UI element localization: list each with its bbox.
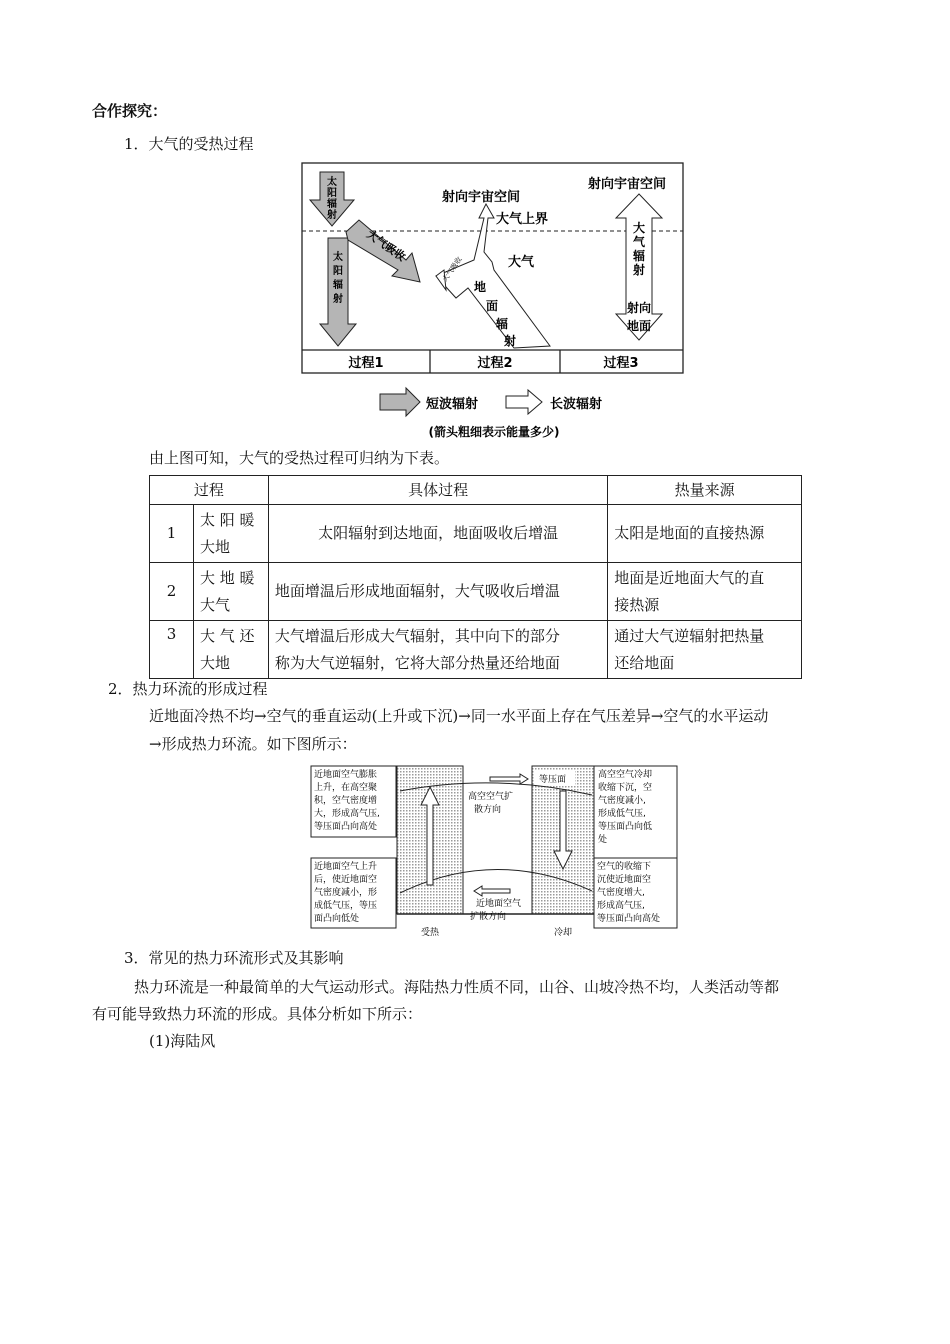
svg-text:辐: 辐 — [333, 280, 343, 291]
thermal-circulation-figure — [310, 765, 680, 940]
svg-text:近地面空气: 近地面空气 — [476, 899, 522, 909]
svg-text:辐: 辐 — [327, 199, 337, 210]
row-detail: 地面增温后形成地面辐射，大气吸收后增温 — [268, 563, 607, 621]
svg-text:等压面凸向高处: 等压面凸向高处 — [597, 914, 661, 924]
svg-text:近地面空气上升: 近地面空气上升 — [314, 862, 378, 872]
svg-text:射: 射 — [503, 334, 517, 348]
svg-text:积，空气密度增: 积，空气密度增 — [314, 796, 378, 806]
section-3-paragraph-line2: 有可能导致热力环流的形成。具体分析如下所示： — [92, 1005, 423, 1023]
svg-text:面: 面 — [485, 299, 499, 313]
legend-short-wave-label: 短波辐射 — [426, 397, 479, 412]
upper-boundary-label: 大气上界 — [496, 212, 549, 227]
svg-text:辐: 辐 — [495, 317, 509, 331]
svg-text:收缩下沉，空: 收缩下沉，空 — [598, 783, 653, 793]
svg-text:处: 处 — [598, 835, 608, 845]
svg-text:大，形成高气压,: 大，形成高气压, — [314, 809, 380, 819]
svg-text:沉使近地面空: 沉使近地面空 — [597, 875, 652, 885]
svg-text:面凸向低处: 面凸向低处 — [314, 914, 360, 924]
stage-2-label: 过程2 — [477, 356, 513, 371]
table-row — [150, 621, 802, 679]
stage-3-label: 过程3 — [603, 356, 639, 371]
svg-text:气密度增大,: 气密度增大, — [597, 888, 645, 898]
row-name: 大 气 还 大地 — [193, 621, 268, 679]
svg-text:射: 射 — [327, 210, 337, 221]
svg-text:形成高气压,: 形成高气压, — [597, 901, 645, 911]
row-name: 大 地 暖 大气 — [193, 563, 268, 621]
header-source: 热量来源 — [608, 476, 802, 505]
svg-text:成低气压，等压: 成低气压，等压 — [314, 901, 378, 911]
row-source: 太阳是地面的直接热源 — [608, 505, 802, 563]
svg-text:地面: 地面 — [626, 319, 652, 333]
heated-label: 受热 — [420, 928, 440, 938]
lower-flow-label — [470, 897, 521, 922]
svg-text:散方向: 散方向 — [474, 805, 502, 815]
section-3-paragraph-line1: 热力环流是一种最简单的大气运动形式。海陆热力性质不同，山谷、山坡冷热不均，人类活动等都 — [134, 978, 780, 996]
to-space-label-1: 射向宇宙空间 — [442, 190, 521, 205]
legend-long-wave-label: 长波辐射 — [550, 397, 603, 412]
svg-text:后，使近地面空: 后，使近地面空 — [314, 875, 378, 885]
box-top-left-text — [314, 768, 380, 832]
atmosphere-heating-figure — [296, 160, 688, 442]
svg-text:上升，在高空聚: 上升，在高空聚 — [314, 783, 378, 793]
upper-flow-label — [468, 790, 513, 815]
atmosphere-label: 大气 — [508, 255, 535, 270]
table-intro: 由上图可知，大气的受热过程可归纳为下表。 — [149, 449, 450, 467]
row-number: 3 — [150, 621, 194, 679]
row-source: 地面是近地面大气的直 接热源 — [608, 563, 802, 621]
table-header-row — [150, 476, 802, 505]
atm-absorb-label: 大气吸收 — [364, 227, 408, 264]
to-space-label-3: 射向宇宙空间 — [588, 177, 667, 192]
section-2-title: 2．热力环流的形成过程 — [108, 680, 268, 698]
svg-text:等压面凸向低: 等压面凸向低 — [598, 822, 653, 832]
row-detail: 大气增温后形成大气辐射，其中向下的部分 称为大气逆辐射，它将大部分热量还给地面 — [268, 621, 607, 679]
row-detail: 太阳辐射到达地面，地面吸收后增温 — [268, 505, 607, 563]
svg-text:近地面空气膨胀: 近地面空气膨胀 — [314, 770, 378, 780]
row-number: 1 — [150, 505, 194, 563]
upper-flow-arrow — [490, 774, 528, 784]
legend-note: (箭头粗细表示能量多少) — [428, 425, 560, 439]
cooled-label: 冷却 — [553, 928, 573, 938]
svg-text:射: 射 — [632, 263, 646, 277]
table-row — [150, 505, 802, 563]
svg-text:扩散方向: 扩散方向 — [470, 912, 507, 922]
header-process: 过程 — [150, 476, 269, 505]
table-row — [150, 563, 802, 621]
section-2-text-line2: →形成热力环流。如下图所示： — [149, 735, 357, 753]
svg-text:地: 地 — [473, 280, 487, 294]
svg-text:等压面凸向高处: 等压面凸向高处 — [314, 822, 378, 832]
svg-text:大: 大 — [632, 221, 646, 235]
row-number: 2 — [150, 563, 194, 621]
svg-text:射向: 射向 — [626, 301, 652, 315]
atm-absorb-small-label: 大气吸收 — [441, 255, 464, 284]
section-heading: 合作探究： — [92, 102, 168, 120]
svg-text:高空空气冷却: 高空空气冷却 — [598, 770, 653, 780]
heating-process-table — [149, 475, 802, 679]
svg-text:太: 太 — [327, 177, 337, 188]
stage-1-label: 过程1 — [348, 356, 384, 371]
svg-text:高空空气扩: 高空空气扩 — [468, 792, 514, 802]
legend-short-wave-arrow — [380, 388, 420, 416]
legend-long-wave-arrow — [506, 390, 542, 414]
svg-text:阳: 阳 — [327, 188, 337, 199]
svg-text:空气的收缩下: 空气的收缩下 — [597, 862, 652, 872]
svg-text:阳: 阳 — [333, 266, 343, 277]
section-1-title: 1．大气的受热过程 — [124, 135, 254, 153]
subsection-sea-land-breeze: (1)海陆风 — [149, 1032, 216, 1050]
solar-label-top — [326, 175, 337, 221]
header-detail: 具体过程 — [268, 476, 607, 505]
section-3-title: 3．常见的热力环流形式及其影响 — [124, 949, 344, 967]
lower-flow-arrow — [474, 886, 510, 896]
row-source: 通过大气逆辐射把热量 还给地面 — [608, 621, 802, 679]
svg-text:射: 射 — [333, 294, 343, 305]
row-name: 太 阳 暖 大地 — [193, 505, 268, 563]
svg-text:辐: 辐 — [632, 249, 646, 263]
svg-text:气: 气 — [632, 235, 646, 249]
isobar-label: 等压面 — [539, 775, 567, 785]
section-2-text-line1: 近地面冷热不均→空气的垂直运动(上升或下沉)→同一水平面上存在气压差异→空气的水平运动 — [149, 707, 769, 725]
svg-text:太: 太 — [333, 252, 343, 263]
svg-text:形成低气压,: 形成低气压, — [598, 809, 646, 819]
svg-text:气密度减小,: 气密度减小, — [598, 796, 646, 806]
svg-text:气密度减小，形: 气密度减小，形 — [314, 888, 378, 898]
